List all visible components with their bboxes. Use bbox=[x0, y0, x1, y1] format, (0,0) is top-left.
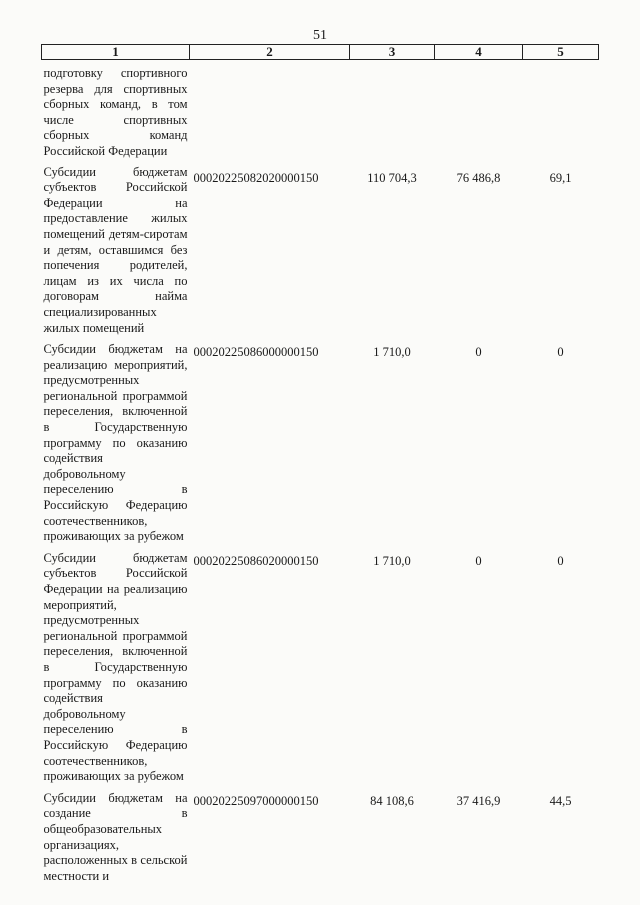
row-col4: 0 bbox=[475, 345, 482, 360]
column-header-3: 3 bbox=[350, 45, 435, 60]
row-col5 bbox=[523, 60, 599, 163]
column-header-1: 1 bbox=[42, 45, 190, 60]
row-code: 00020225086000000150 bbox=[193, 345, 319, 360]
row-description: Субсидии бюджетам субъектов Российской Федерации на предоставление жилых помещений детям-сиротам и детям, оставшимся без попечения родителей, лицам из их числа по договорам найма специализированных жилых помещений bbox=[43, 164, 188, 335]
column-header-2: 2 bbox=[190, 45, 350, 60]
row-col3 bbox=[350, 60, 435, 163]
budget-table bbox=[41, 44, 599, 888]
row-col3: 84 108,6 bbox=[370, 793, 414, 808]
row-col4 bbox=[435, 60, 523, 163]
table-row bbox=[42, 549, 599, 789]
row-col5: 0 bbox=[557, 345, 564, 360]
row-description: Субсидии бюджетам на создание в общеобразовательных организациях, расположенных в сельской местности и bbox=[43, 790, 188, 883]
row-col4: 76 486,8 bbox=[456, 170, 501, 185]
table-header bbox=[42, 45, 599, 60]
row-code: 00020225097000000150 bbox=[193, 793, 319, 808]
row-col3: 1 710,0 bbox=[373, 345, 411, 360]
table-row bbox=[42, 163, 599, 341]
column-header-5: 5 bbox=[523, 45, 599, 60]
row-code: 00020225082020000150 bbox=[193, 170, 319, 185]
row-col4: 37 416,9 bbox=[456, 793, 501, 808]
row-code: 00020225086020000150 bbox=[193, 553, 319, 568]
table-row bbox=[42, 60, 599, 163]
table-row bbox=[42, 789, 599, 889]
row-code bbox=[190, 60, 350, 163]
row-col4: 0 bbox=[475, 553, 482, 568]
table-row bbox=[42, 340, 599, 549]
row-col5: 69,1 bbox=[549, 170, 572, 185]
row-description: подготовку спортивного резерва для спортивных сборных команд, в том числе спортивных сборных команд Российской Федерации bbox=[43, 66, 188, 158]
page-number: 51 bbox=[313, 28, 327, 43]
column-header-4: 4 bbox=[435, 45, 523, 60]
row-description: Субсидии бюджетам на реализацию мероприятий, предусмотренных региональной программой переселения, включенной в Государственную программу по оказанию содействия добровольному переселению в Российскую Федерацию соотечественников, проживающих за рубежом bbox=[43, 342, 188, 544]
row-col3: 1 710,0 bbox=[373, 553, 411, 568]
row-col5: 44,5 bbox=[549, 793, 572, 808]
row-col5: 0 bbox=[557, 553, 564, 568]
row-col3: 110 704,3 bbox=[367, 170, 417, 185]
row-description: Субсидии бюджетам субъектов Российской Федерации на реализацию мероприятий, предусмотренных региональной программой переселения, включенной в Государственную программу по оказанию содействия добровольному переселению в Российскую Федерацию соотечественников, проживающих за рубежом bbox=[43, 550, 188, 784]
